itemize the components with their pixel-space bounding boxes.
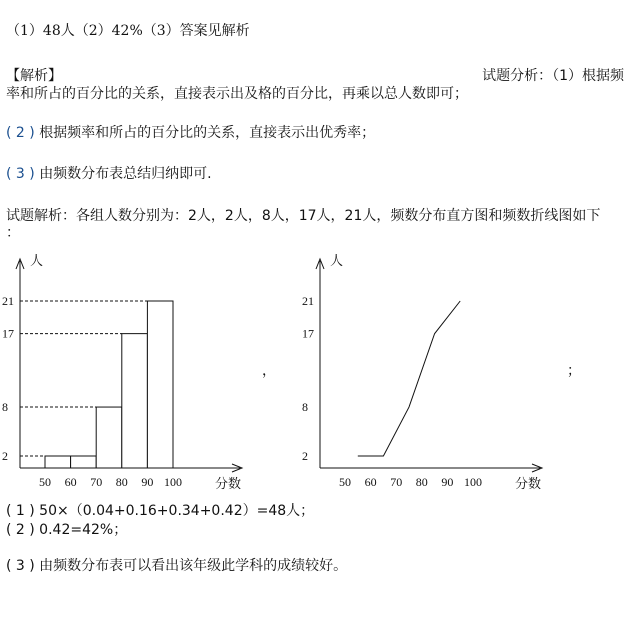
hist-y-tick-label: 21 — [2, 294, 14, 308]
frequency-polygon-chart — [300, 245, 560, 495]
poly-x-tick-label: 90 — [441, 475, 454, 489]
hist-x-tick-label: 50 — [39, 475, 51, 489]
calc-line-3: ( 3 ) 由频数分布表可以看出该年级此学科的成绩较好。 — [6, 558, 348, 574]
poly-x-tick-label: 50 — [339, 475, 351, 489]
point-2-marker: ( 2 ) — [6, 125, 35, 141]
hist-bar — [71, 456, 97, 468]
analysis-point-2 — [6, 124, 375, 142]
poly-y-tick-label: 21 — [302, 294, 314, 308]
hist-bar — [96, 407, 122, 468]
solution-line-1: 试题解析：各组人数分别为：2人，2人，8人，17人，21人，频数分布直方图和频数折线图如下 — [6, 208, 601, 224]
analysis-point-3 — [6, 165, 212, 183]
poly-x-tick-label: 80 — [415, 475, 428, 489]
poly-x-tick-label: 60 — [364, 475, 377, 489]
hist-x-tick-label: 100 — [164, 475, 182, 489]
hist-y-label: 人 — [30, 254, 44, 269]
analysis-line-2: 率和所占的百分比的关系，直接表示出及格的百分比，再乘以总人数即可； — [6, 86, 468, 102]
poly-x-tick-label: 100 — [464, 475, 482, 489]
poly-y-tick-label: 17 — [302, 326, 314, 341]
analysis-intro: 试题分析：（1）根据频 — [482, 68, 624, 84]
hist-x-tick-label: 90 — [141, 475, 154, 489]
hist-y-tick-label: 17 — [2, 326, 14, 341]
hist-bar — [147, 301, 173, 468]
hist-bar — [45, 456, 71, 468]
calc-line-2: ( 2 ) 0.42=42%； — [6, 522, 128, 538]
point-2-text: 根据频率和所占的百分比的关系，直接表示出优秀率； — [39, 125, 376, 141]
solution-line-1-tail: ： — [6, 225, 20, 241]
hist-x-label: 分数 — [215, 477, 242, 492]
poly-series-line — [358, 301, 460, 456]
poly-y-tick-label: 2 — [302, 449, 308, 463]
chart-separator-comma: ， — [262, 363, 276, 379]
hist-x-tick-label: 60 — [64, 475, 77, 489]
poly-y-tick-label: 8 — [302, 400, 308, 415]
hist-x-tick-label: 80 — [115, 475, 128, 489]
poly-x-tick-label: 70 — [390, 475, 403, 489]
chart-separator-semicolon: ； — [567, 363, 581, 379]
hist-y-tick-label: 8 — [2, 400, 8, 415]
hist-x-tick-label: 70 — [90, 475, 103, 489]
calc-line-1: ( 1 ) 50×（0.04+0.16+0.34+0.42）=48人； — [6, 503, 315, 519]
poly-y-label: 人 — [330, 254, 344, 269]
hist-y-tick-label: 2 — [2, 449, 8, 463]
histogram-chart — [0, 245, 260, 495]
point-3-text: 由频数分布表总结归纳即可. — [39, 166, 212, 182]
point-3-marker: ( 3 ) — [6, 166, 35, 182]
poly-x-label: 分数 — [515, 477, 542, 492]
analysis-tag: 【解析】 — [6, 68, 62, 84]
hist-bar — [122, 334, 148, 468]
answer-line: （1）48人（2）42%（3）答案见解析 — [6, 23, 250, 39]
